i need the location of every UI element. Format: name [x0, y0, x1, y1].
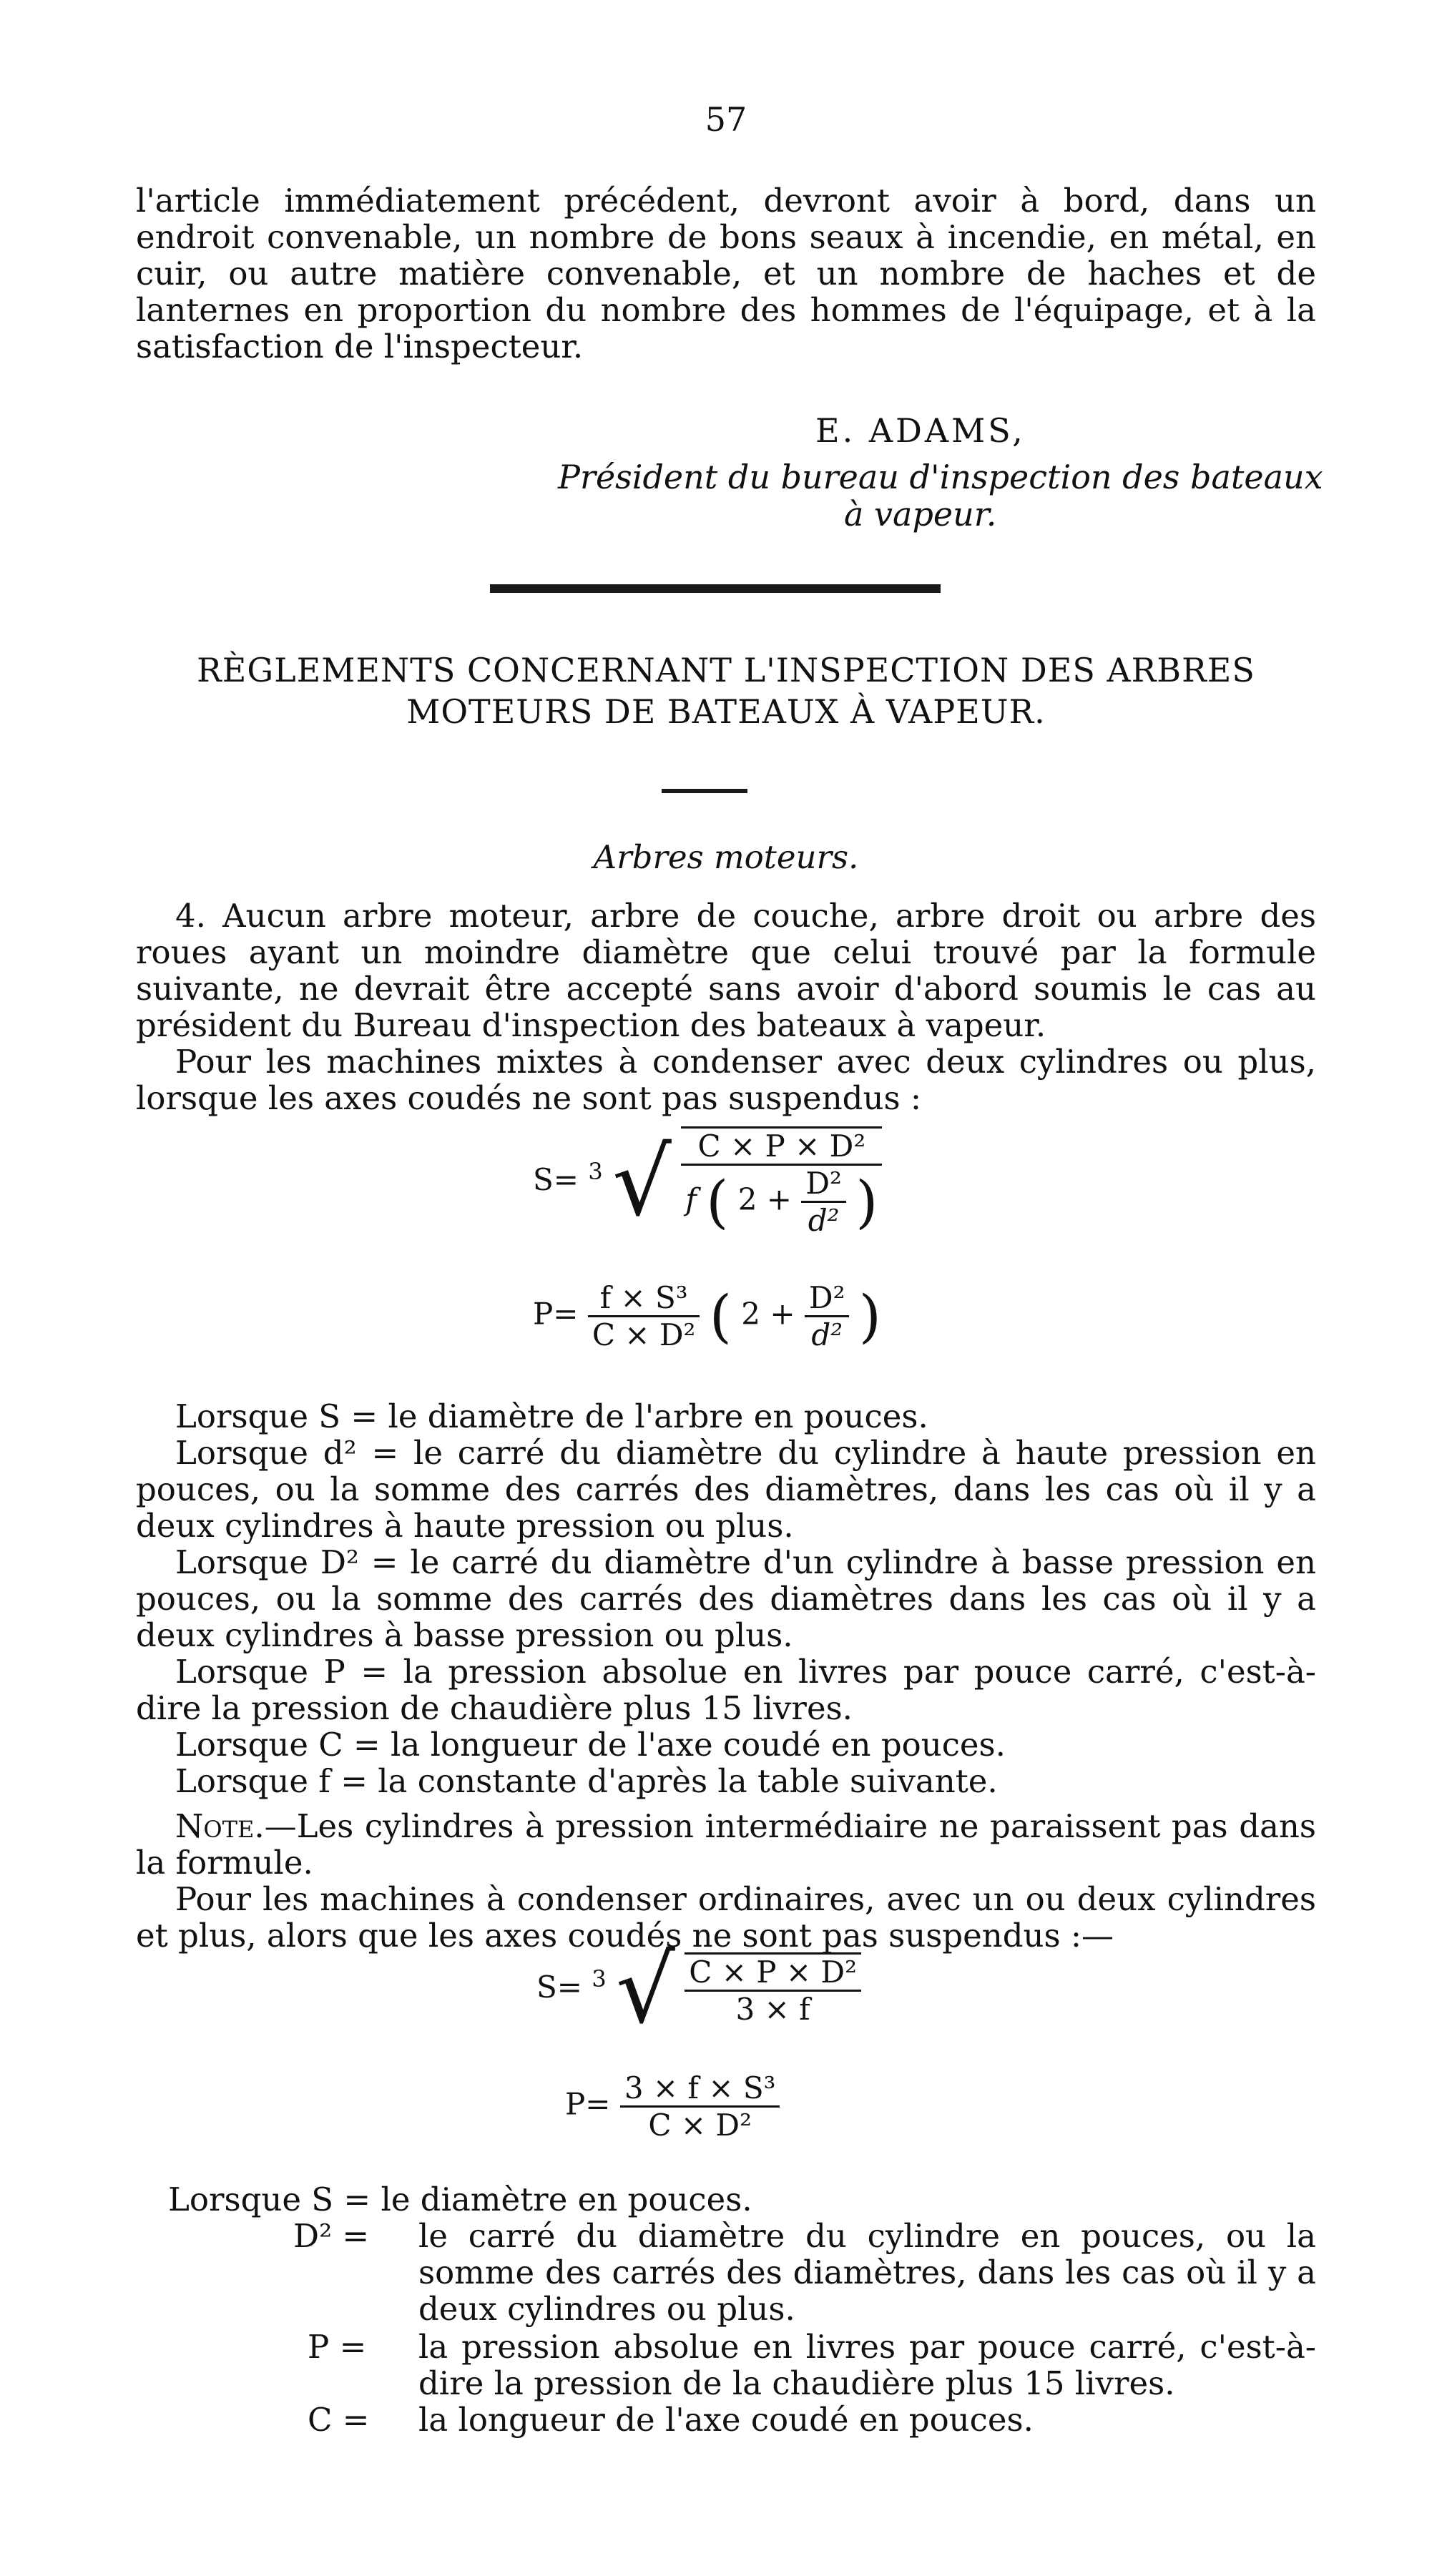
formula-2-p-fraction: [620, 2070, 780, 2143]
def2-d2-label: D² =: [293, 2217, 370, 2255]
paren-left-icon: (: [709, 1283, 732, 1350]
short-divider: [662, 789, 747, 793]
formula-2-p-numerator: 3 × f × S³: [620, 2070, 780, 2108]
formula-1-s-den-fraction: [801, 1166, 846, 1238]
def2-c-label: C =: [308, 2401, 370, 2439]
def-D2: Lorsque D² = le carré du diamètre d'un cylindre à basse pression en pouces, ou la somme des carrés des diamètres dans les cas où il y a deux cylindres à basse pression ou plus.: [136, 1543, 1316, 1654]
def2-p-text: la pression absolue en livres par pouce carré, c'est-à-dire la pression de la chaudière plus 15 livres.: [418, 2328, 1316, 2402]
formula-2-s-lhs: S=: [536, 1970, 582, 2005]
heading-line-1: RÈGLEMENTS CONCERNANT L'INSPECTION DES ARBRES: [197, 651, 1255, 689]
def2-p-label: P =: [308, 2328, 367, 2366]
formula-1-p-paren-2: 2 +: [741, 1296, 795, 1332]
para-ordinary: Pour les machines à condenser ordinaires, avec un ou deux cylindres et plus, alors que les axes coudés ne sont pas suspendus :—: [136, 1880, 1316, 1955]
formula-1-s-numerator: C × P × D²: [681, 1129, 882, 1166]
def-s: Lorsque S = le diamètre de l'arbre en pouces.: [175, 1397, 928, 1435]
formula-2-root-index: 3: [592, 1965, 607, 1992]
para-mixed: Pour les machines mixtes à condenser avec deux cylindres ou plus, lorsque les axes coudés ne sont pas suspendus :: [136, 1043, 1316, 1117]
definitions-1: [136, 1398, 1316, 1954]
section-heading: [0, 649, 1452, 732]
formula-2-p-denominator: C × D²: [648, 2108, 752, 2143]
formula-1-p-paren-fraction: [805, 1280, 850, 1352]
def2-d2-text: le carré du diamètre du cylindre en pouces, ou la somme des carrés des diamètres, dans les cas où il y a deux cylindres ou plus.: [418, 2217, 1316, 2328]
formula-1-s-denominator: [681, 1166, 882, 1238]
formula-2-s-denominator: 3 × f: [735, 1992, 810, 2027]
def2-s: Lorsque S = le diamètre en pouces.: [168, 2181, 752, 2218]
formula-1-p-paren-d: d²: [811, 1317, 843, 1352]
signature-title-line1: Président du bureau d'inspection des bateaux: [558, 458, 1323, 496]
formula-1-p-lhs: P=: [533, 1296, 579, 1332]
formula-2-s-fraction: [685, 1952, 861, 2027]
formula-1-p: [533, 1280, 881, 1352]
formula-1-root-index: 3: [588, 1158, 603, 1185]
page-number: 57: [705, 100, 747, 139]
note-text: —Les cylindres à pression intermédiaire ne paraissent pas dans la formule.: [136, 1807, 1316, 1882]
paren-left-icon: (: [706, 1169, 729, 1235]
note-label: Note.: [175, 1807, 265, 1845]
para-4-block: [136, 898, 1316, 1116]
paren-right-icon: ): [855, 1169, 878, 1235]
radical-icon: √: [616, 1935, 675, 2044]
def-d2: Lorsque d² = le carré du diamètre du cylindre à haute pression en pouces, ou la somme des carrés des diamètres, dans les cas où il y a deux cylindres à haute pression ou plus.: [136, 1434, 1316, 1545]
formula-1-s-lhs: S=: [533, 1162, 579, 1197]
radical-icon: √: [612, 1128, 672, 1237]
heading-line-2: MOTEURS DE BATEAUX À VAPEUR.: [406, 692, 1046, 731]
note-paragraph: [136, 1808, 1316, 1881]
signature-title-line2: à vapeur.: [844, 495, 997, 534]
def-f: Lorsque f = la constante d'après la table suivante.: [175, 1762, 998, 1800]
intro-paragraph: [136, 182, 1316, 365]
def-c: Lorsque C = la longueur de l'axe coudé en pouces.: [175, 1726, 1006, 1764]
formula-1-p-denominator: C × D²: [592, 1317, 696, 1352]
paren-right-icon: ): [858, 1283, 882, 1350]
formula-1-s-fraction: [681, 1126, 882, 1238]
subheading: Arbres moteurs.: [593, 838, 859, 876]
formula-1-s-den-2: 2 +: [737, 1181, 792, 1217]
def-p: Lorsque P = la pression absolue en livres par pouce carré, c'est-à-dire la pression de chaudière plus 15 livres.: [136, 1653, 1316, 1727]
formula-2-p: [565, 2070, 780, 2143]
formula-1-s-den-f: f: [685, 1181, 697, 1217]
para-4: 4. Aucun arbre moteur, arbre de couche, arbre droit ou arbre des roues ayant un moindre diamètre que celui trouvé par la formule suivante, ne devrait être accepté sans avoir d'abord soumis le cas au président du Bureau d'inspection des bateaux à vapeur.: [136, 897, 1316, 1044]
signature-name: E. ADAMS,: [815, 411, 1026, 450]
section-divider: [490, 584, 941, 593]
formula-1-p-numerator: f × S³: [588, 1280, 700, 1317]
formula-1-s: [533, 1126, 882, 1238]
intro-text: l'article immédiatement précédent, devront avoir à bord, dans un endroit convenable, un nombre de bons seaux à incendie, en métal, en cuir, ou autre matière convenable, et un nombre de haches et de lanternes en proportion du nombre des hommes de l'équipage, et à la satisfaction de l'inspecteur.: [136, 182, 1316, 365]
formula-1-s-den-D: D²: [801, 1166, 846, 1203]
formula-1-s-den-d: d²: [808, 1203, 840, 1238]
formula-2-s-numerator: C × P × D²: [685, 1955, 861, 1992]
formula-2-p-lhs: P=: [565, 2086, 611, 2122]
formula-2-s: [536, 1935, 861, 2044]
def2-c-text: la longueur de l'axe coudé en pouces.: [418, 2401, 1034, 2439]
formula-1-p-paren-D: D²: [805, 1280, 850, 1317]
formula-1-p-fraction: [588, 1280, 700, 1352]
